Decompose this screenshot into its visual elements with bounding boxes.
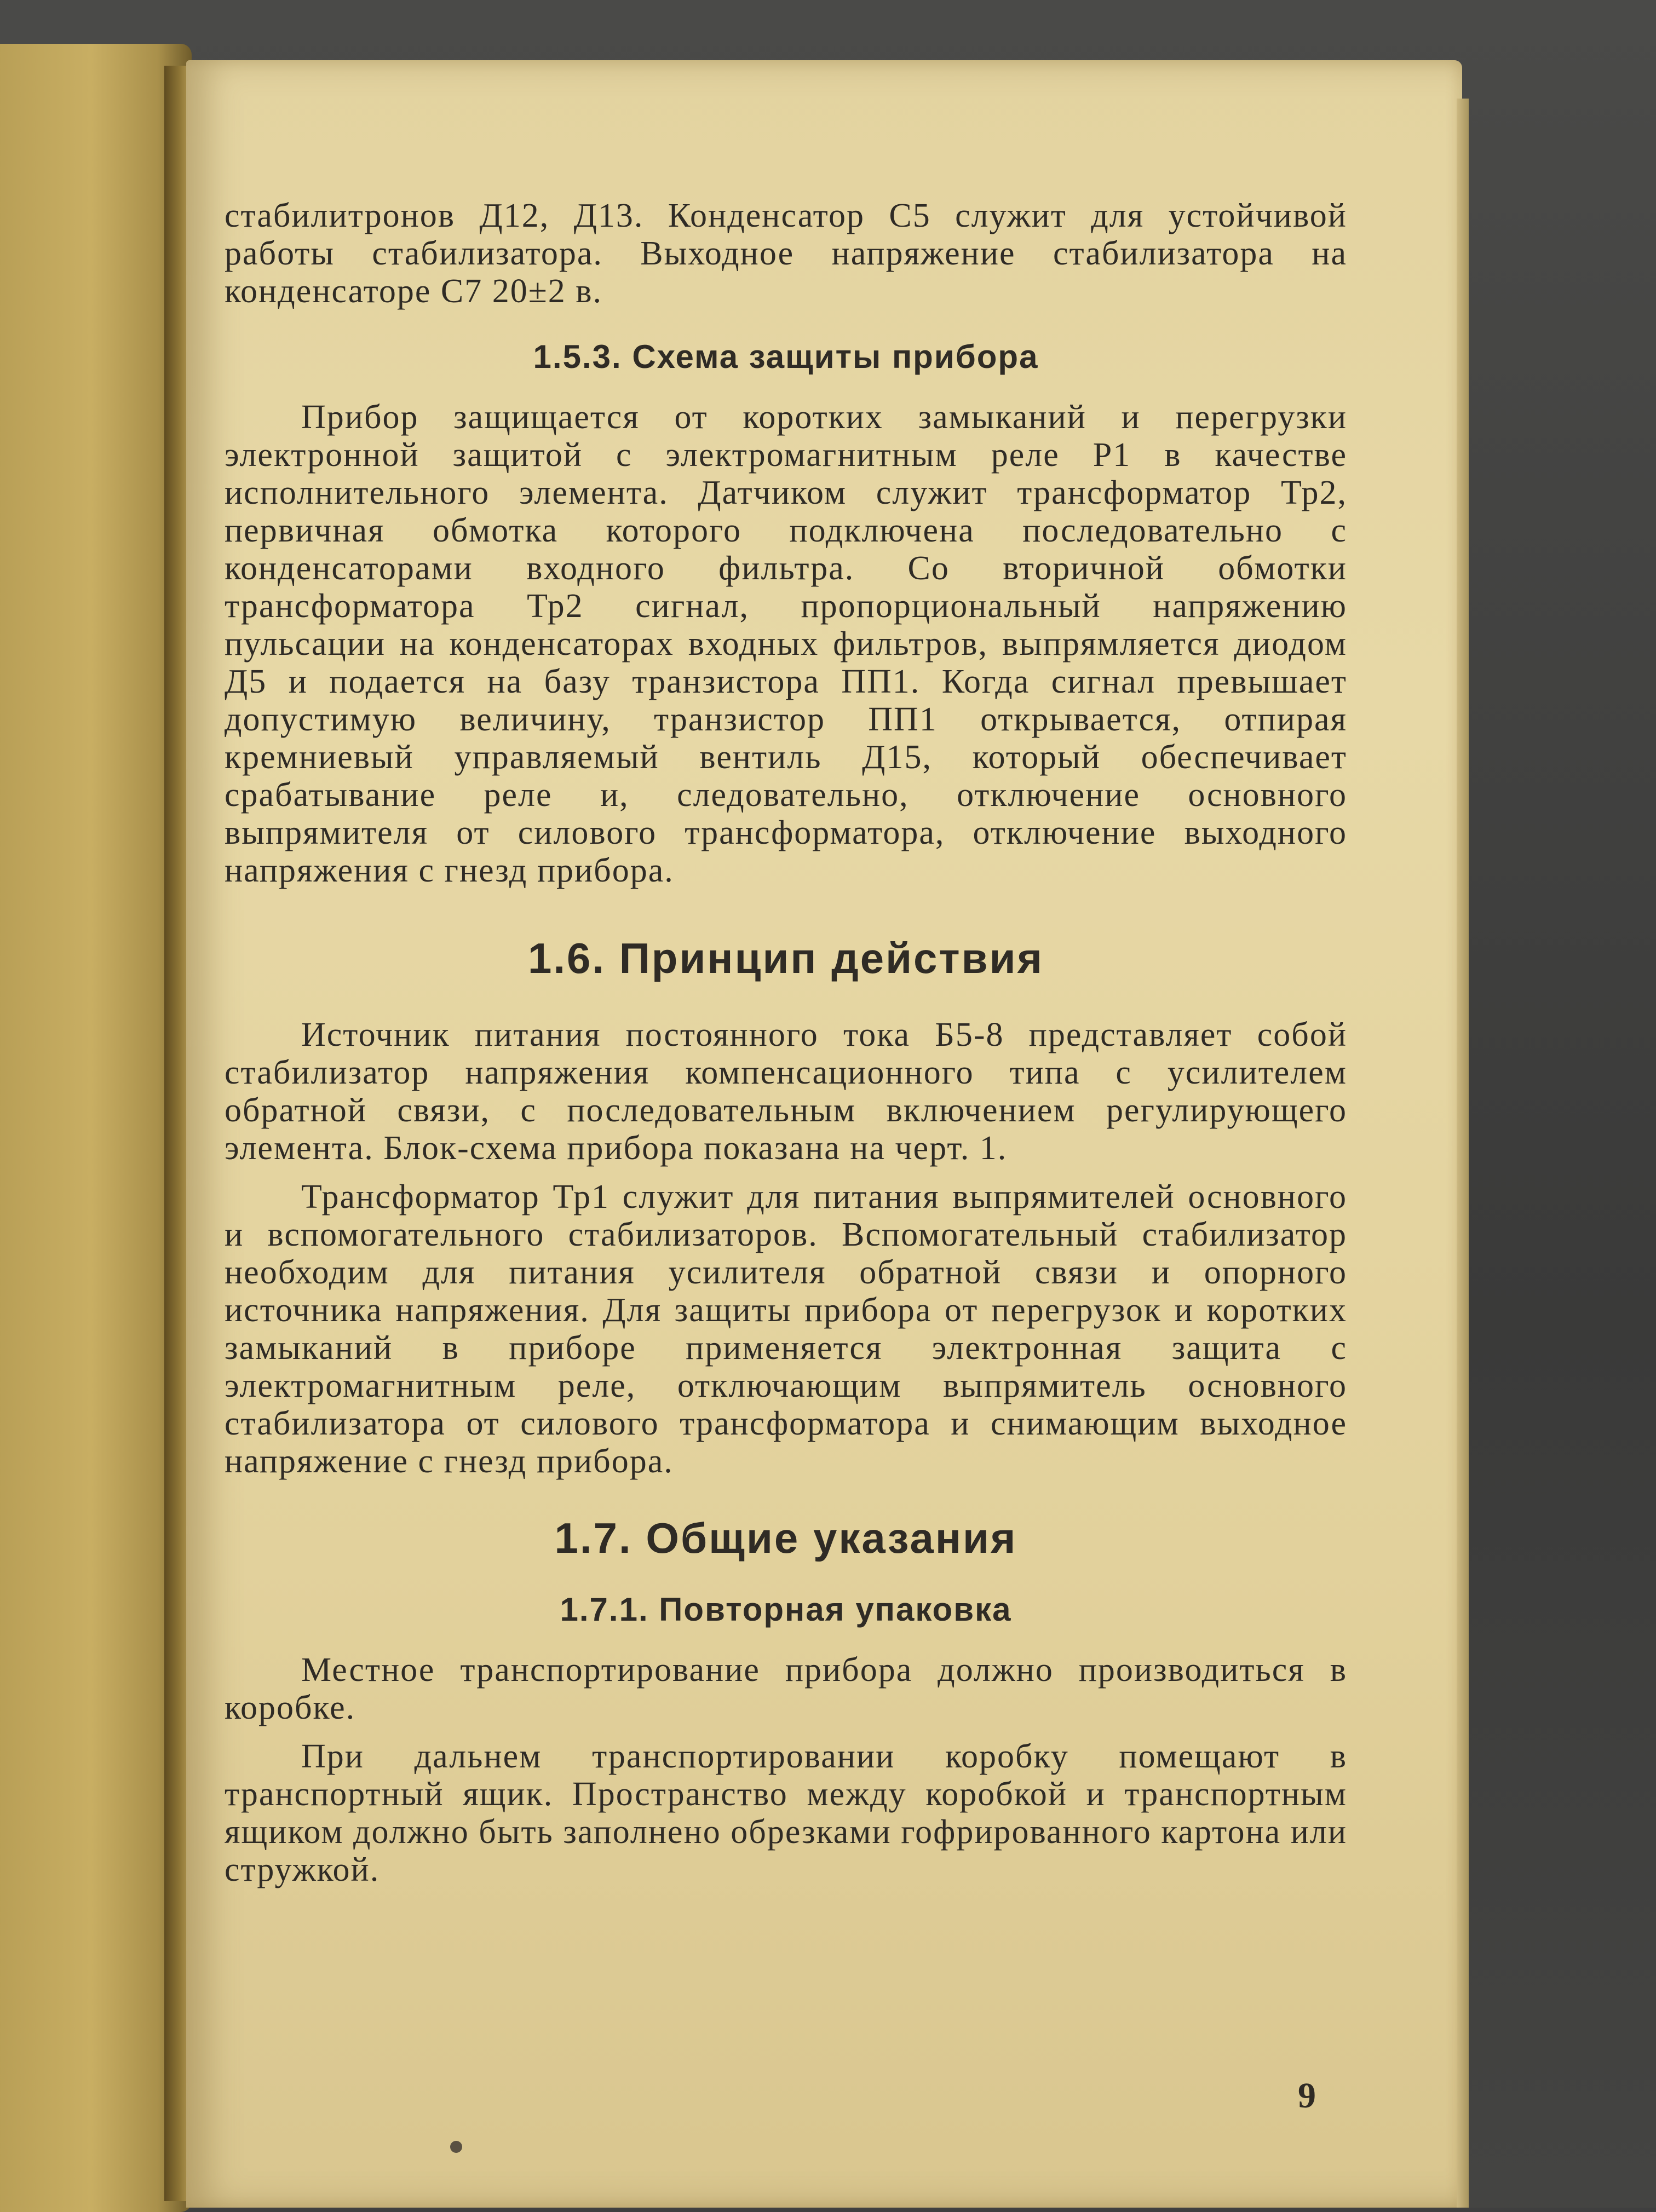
paragraph-principle-2: Трансформатор Тр1 служит для питания выпрямителей основного и вспомогательного стабилизаторов. Вспомогательный стабилизатор необходим для питания усилителя обратной связи и опорного источника напряжения. Для защиты прибора от перегрузок и коротких замыканий в приборе применяется электронная защита с электромагнитным реле, отключающим выпрямитель основного стабилизатора от силового трансформатора и снимающим выходное напряжение с гнезд прибора. <box>225 1178 1347 1480</box>
paragraph-principle-1: Источник питания постоянного тока Б5-8 представляет собой стабилизатор напряжения компенсационного типа с усилителем обратной связи, с последовательным включением регулирующего элемента. Блок-схема прибора показана на черт. 1. <box>225 1016 1347 1167</box>
section-heading-1-7-1: 1.7.1. Повторная упаковка <box>560 1591 1012 1628</box>
paper-speck <box>450 2141 462 2153</box>
section-heading-1-7: 1.7. Общие указания <box>554 1514 1017 1562</box>
intro-paragraph: стабилитронов Д12, Д13. Конденсатор С5 служит для устойчивой работы стабилизатора. Выходное напряжение стабилизатора на конденсаторе С7 20±2 в. <box>225 197 1347 310</box>
paragraph-packing-2: При дальнем транспортировании коробку помещают в транспортный ящик. Пространство между коробкой и транспортным ящиком должно быть заполнено обрезками гофрированного картона или стружкой. <box>225 1738 1347 1888</box>
page-stack-edge <box>1457 99 1469 2208</box>
left-page-edge <box>0 44 192 2212</box>
section-heading-1-5-3: 1.5.3. Схема защиты прибора <box>533 338 1039 375</box>
paragraph-protection: Прибор защищается от коротких замыканий и перегрузки электронной защитой с электромагнитным реле Р1 в качестве исполнительного элемента. Датчиком служит трансформатор Тр2, первичная обмотка которого подключена последовательно с конденсаторами входного фильтра. Со вторичной обмотки трансформатора Тр2 сигнал, пропорциональный напряжению пульсации на конденсаторах входных фильтров, выпрямляется диодом Д5 и подается на базу транзистора ПП1. Когда сигнал превышает допустимую величину, транзистор ПП1 открывается, отпирая кремниевый управляемый вентиль Д15, который обеспечивает срабатывание реле и, следовательно, отключение основного выпрямителя от силового трансформатора, отключение выходного напряжения с гнезд прибора. <box>225 399 1347 889</box>
paragraph-packing-1: Местное транспортирование прибора должно производиться в коробке. <box>225 1651 1347 1726</box>
page-content <box>225 197 1347 1889</box>
section-heading-1-6: 1.6. Принцип действия <box>527 934 1044 982</box>
page-number: 9 <box>1298 2076 1316 2116</box>
